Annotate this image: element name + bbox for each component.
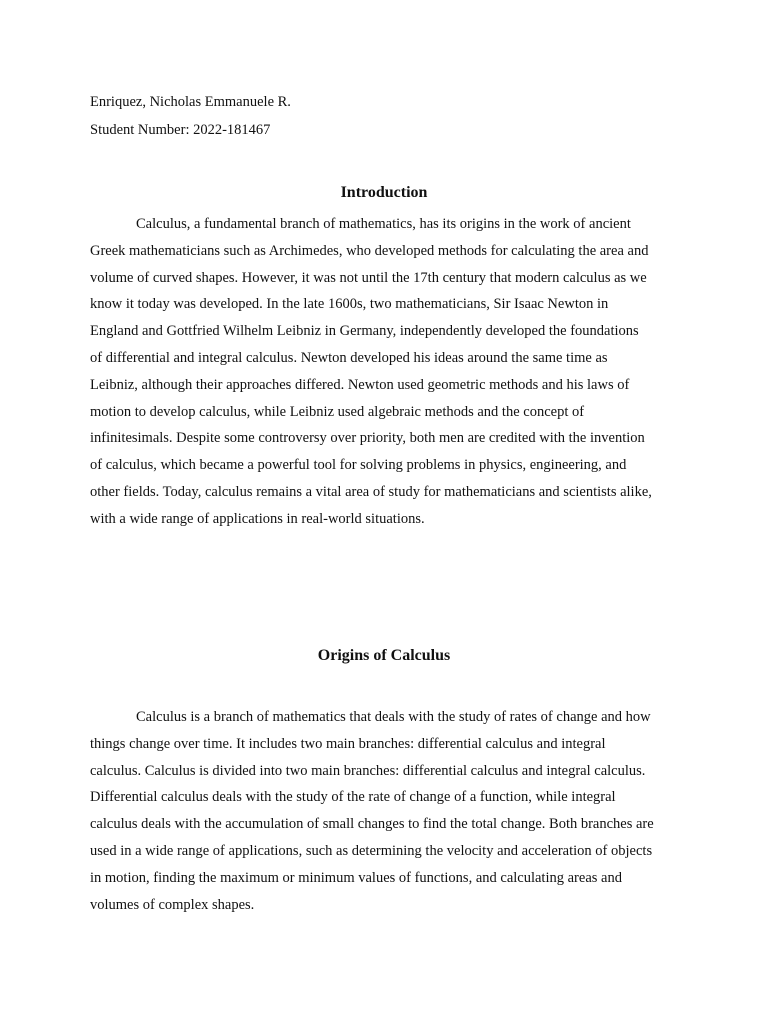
paragraph-line: know it today was developed. In the late 1600s, two mathematicians, Sir Isaac Newton in [90,296,609,313]
paragraph-line: Differential calculus deals with the study of the rate of change of a function, while integral [90,789,616,806]
paragraph-line: calculus deals with the accumulation of small changes to find the total change. Both branches are [90,816,654,833]
paragraph-line: other fields. Today, calculus remains a vital area of study for mathematicians and scientists alike, [90,483,652,500]
paragraph-origins-of-calculus [90,704,678,918]
author-name: Enriquez, Nicholas Emmanuele R. [90,94,291,110]
section-heading-introduction: Introduction [340,184,428,201]
paragraph-line: of calculus, which became a powerful tool for solving problems in physics, engineering, and [90,457,627,474]
paragraph-line: volumes of complex shapes. [90,896,255,913]
paragraph-line: with a wide range of applications in real-world situations. [90,510,425,527]
paragraph-line: Calculus, a fundamental branch of mathematics, has its origins in the work of ancient [136,216,631,232]
paragraph-line: volume of curved shapes. However, it was not until the 17th century that modern calculus as we [90,269,647,286]
section-heading-origins-of-calculus: Origins of Calculus [317,647,451,664]
paragraph-line: Greek mathematicians such as Archimedes, who developed methods for calculating the area and [90,242,649,259]
paragraph-line: things change over time. It includes two main branches: differential calculus and integral [90,735,606,752]
paragraph-line: England and Gottfried Wilhelm Leibniz in Germany, independently developed the foundations [90,323,639,340]
paragraph-line: of differential and integral calculus. Newton developed his ideas around the same time as [90,349,608,366]
paragraph-line: Calculus is a branch of mathematics that deals with the study of rates of change and how [136,709,651,725]
student-number: Student Number: 2022-181467 [90,122,271,138]
paragraph-introduction [90,211,678,533]
paragraph-line: Leibniz, although their approaches differed. Newton used geometric methods and his laws of [90,376,630,393]
paragraph-line: motion to develop calculus, while Leibniz used algebraic methods and the concept of [90,403,585,420]
paragraph-line: in motion, finding the maximum or minimum values of functions, and calculating areas and [90,869,622,886]
paragraph-line: infinitesimals. Despite some controversy over priority, both men are credited with the invention [90,430,645,447]
paragraph-line: calculus. Calculus is divided into two main branches: differential calculus and integral calculus. [90,762,646,779]
paragraph-line: used in a wide range of applications, such as determining the velocity and acceleration of objects [90,842,653,859]
